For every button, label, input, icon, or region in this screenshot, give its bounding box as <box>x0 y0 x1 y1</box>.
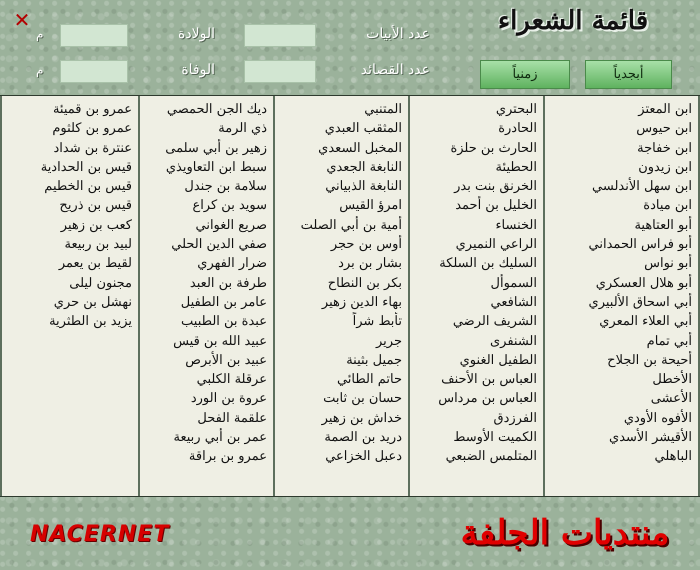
poet-list-item[interactable]: حسان بن ثابت <box>323 391 402 407</box>
poet-list-item[interactable]: لقيط بن يعمر <box>58 256 132 272</box>
brand-logo-left: NACERNET <box>30 522 170 547</box>
death-field[interactable] <box>60 60 128 83</box>
poet-list-item[interactable]: عمرو بن قميئة <box>52 102 132 117</box>
poems-count-field[interactable] <box>244 60 316 83</box>
poet-list-item[interactable]: عنترة بن شداد <box>53 140 132 156</box>
poet-list-item[interactable]: الأعشى <box>650 391 692 407</box>
poet-list-item[interactable]: أوس بن حجر <box>330 237 402 253</box>
poet-list-item[interactable]: الباهلي <box>654 449 692 465</box>
app-title: قائمة الشعراء <box>497 6 649 36</box>
poet-list-item[interactable]: علقمة الفحل <box>197 410 267 426</box>
poet-list-item[interactable]: عبيد بن الأبرص <box>185 352 267 368</box>
poet-list-item[interactable]: الشنفرى <box>489 333 537 349</box>
poet-list-item[interactable]: ذي الرمة <box>218 121 267 137</box>
poet-list-item[interactable]: سلامة بن جندل <box>184 179 267 195</box>
poet-list-item[interactable]: امرؤ القيس <box>339 198 402 214</box>
poet-list-item[interactable]: سبط ابن التعاويذي <box>165 159 267 175</box>
poet-list-item[interactable]: النابغة الجعدي <box>326 159 402 175</box>
poet-list-item[interactable]: أبو العتاهية <box>634 217 692 233</box>
poet-list-item[interactable]: صفي الدين الحلي <box>171 237 267 253</box>
poet-list-item[interactable]: عبيد الله بن قيس <box>173 333 267 349</box>
poet-list-item[interactable]: أبو فراس الحمداني <box>588 237 692 253</box>
poet-list-item[interactable]: عمرو بن براقة <box>188 449 267 465</box>
verses-count-field[interactable] <box>244 24 316 47</box>
poet-list-item[interactable]: عروة بن الورد <box>190 391 267 407</box>
poet-list-item[interactable]: ابن المعتز <box>638 102 692 117</box>
poet-list-item[interactable]: بهاء الدين زهير <box>321 294 402 310</box>
poet-list-item[interactable]: الأفوه الأودي <box>623 410 692 426</box>
poet-list-item[interactable]: حاتم الطائي <box>336 372 402 388</box>
poet-list-item[interactable]: ديك الجن الحمصي <box>166 102 267 117</box>
poets-list-panel <box>0 95 700 497</box>
birth-label: الولادة <box>178 26 215 42</box>
poet-list-item[interactable]: المتنبي <box>364 102 402 117</box>
poet-list-item[interactable]: عرقلة الكلبي <box>196 372 267 388</box>
poet-list-item[interactable]: أبي اسحاق الألبيري <box>588 294 692 310</box>
poet-list-item[interactable]: السليك بن السلكة <box>439 256 537 272</box>
poet-list-item[interactable]: تأبط شراً <box>352 314 402 330</box>
poet-list-item[interactable]: لبيد بن ربيعة <box>64 237 132 253</box>
poet-list-item[interactable]: زهير بن أبي سلمى <box>165 140 267 156</box>
poems-label: عدد القصائد <box>360 62 430 78</box>
poet-list-item[interactable]: مجنون ليلى <box>69 275 132 291</box>
poet-list-item[interactable]: الكميت الأوسط <box>453 430 537 446</box>
poet-list-item[interactable]: ابن سهل الأندلسي <box>592 179 692 195</box>
poet-list-item[interactable]: المخبل السعدي <box>318 140 402 156</box>
poets-column-2[interactable] <box>410 96 543 496</box>
poet-list-item[interactable]: يزيد بن الطثرية <box>49 314 132 330</box>
poet-list-item[interactable]: ضرار الفهري <box>197 256 267 272</box>
poets-column-3[interactable] <box>275 96 408 496</box>
poet-list-item[interactable]: الشريف الرضي <box>452 314 537 330</box>
poet-list-item[interactable]: جرير <box>376 333 402 349</box>
close-icon[interactable]: ✕ <box>13 8 31 32</box>
poet-list-item[interactable]: الخليل بن أحمد <box>455 198 537 214</box>
poet-list-item[interactable]: أبو نواس <box>644 256 692 272</box>
poet-list-item[interactable]: عمرو بن كلثوم <box>52 121 132 137</box>
birth-unit: م <box>36 27 44 41</box>
poet-list-item[interactable]: الطفيل الغنوي <box>459 352 537 368</box>
brand-logo-right: منتديات الجلفة <box>460 513 670 553</box>
poet-list-item[interactable]: عمر بن أبي ربيعة <box>173 430 267 446</box>
poets-column-4[interactable] <box>140 96 273 496</box>
poet-list-item[interactable]: قيس بن الخطيم <box>44 179 132 195</box>
poet-list-item[interactable]: أمية بن أبي الصلت <box>300 217 402 233</box>
death-label: الوفاة <box>181 62 215 78</box>
poet-list-item[interactable]: الخرنق بنت بدر <box>454 179 537 195</box>
poet-list-item[interactable]: دعبل الخزاعي <box>325 449 402 465</box>
sort-alphabetical-button[interactable]: أبجدياً <box>585 60 672 89</box>
poet-list-item[interactable]: قيس بن الحدادية <box>40 159 132 175</box>
verses-label: عدد الأبيات <box>366 26 430 42</box>
poet-list-item[interactable]: الراعي النميري <box>455 237 537 253</box>
poet-list-item[interactable]: المثقب العبدي <box>324 121 402 137</box>
poet-list-item[interactable]: أبي تمام <box>646 333 692 349</box>
poet-list-item[interactable]: بشار بن برد <box>338 256 402 272</box>
poet-list-item[interactable]: الحادرة <box>498 121 537 137</box>
poet-list-item[interactable]: الفرزدق <box>493 410 537 426</box>
poet-list-item[interactable]: صريع الغواني <box>195 217 267 233</box>
poet-list-item[interactable]: ابن حيوس <box>636 121 692 137</box>
poet-list-item[interactable]: أحيحة بن الجلاح <box>607 352 692 368</box>
poet-list-item[interactable]: البحتري <box>495 102 537 117</box>
poet-list-item[interactable]: أبو هلال العسكري <box>595 275 692 291</box>
poet-list-item[interactable]: سويد بن كراع <box>192 198 267 214</box>
poet-list-item[interactable]: الحارث بن حلزة <box>450 140 537 156</box>
poet-list-item[interactable]: طرفة بن العبد <box>189 275 267 291</box>
sort-chronological-button[interactable]: زمنياً <box>480 60 570 89</box>
poets-column-1[interactable] <box>545 96 698 496</box>
poet-list-item[interactable]: الأقيشر الأسدي <box>609 430 692 446</box>
poet-list-item[interactable]: السموأل <box>490 275 537 291</box>
poet-list-item[interactable]: عبدة بن الطبيب <box>181 314 267 330</box>
poet-list-item[interactable]: بكر بن النطاح <box>327 275 402 291</box>
poet-list-item[interactable]: العباس بن مرداس <box>438 391 537 407</box>
poet-list-item[interactable]: المتلمس الضبعي <box>445 449 537 465</box>
birth-field[interactable] <box>60 24 128 47</box>
death-unit: م <box>36 63 44 77</box>
poet-list-item[interactable]: جميل بثينة <box>346 352 402 368</box>
poet-list-item[interactable]: النابغة الذبياني <box>325 179 402 195</box>
poet-list-item[interactable]: العباس بن الأحنف <box>441 372 537 388</box>
poet-list-item[interactable]: كعب بن زهير <box>60 217 132 233</box>
poet-list-item[interactable]: الشافعي <box>490 294 537 310</box>
poet-list-item[interactable]: الخنساء <box>495 217 537 233</box>
poet-list-item[interactable]: الحطيئة <box>495 159 537 175</box>
poet-list-item[interactable]: قيس بن ذريح <box>59 198 132 214</box>
poet-list-item[interactable]: نهشل بن حري <box>53 294 132 310</box>
poet-list-item[interactable]: ابن زيدون <box>638 159 692 175</box>
poet-list-item[interactable]: عامر بن الطفيل <box>180 294 267 310</box>
poet-list-item[interactable]: ابن ميادة <box>643 198 692 214</box>
poet-list-item[interactable]: الأخطل <box>652 372 692 388</box>
poet-list-item[interactable]: أبي العلاء المعري <box>599 314 692 330</box>
poet-list-item[interactable]: دريد بن الصمة <box>324 430 402 446</box>
poet-list-item[interactable]: ابن خفاجة <box>637 140 692 156</box>
poet-list-item[interactable]: خداش بن زهير <box>321 410 402 426</box>
poets-column-5[interactable] <box>2 96 138 496</box>
